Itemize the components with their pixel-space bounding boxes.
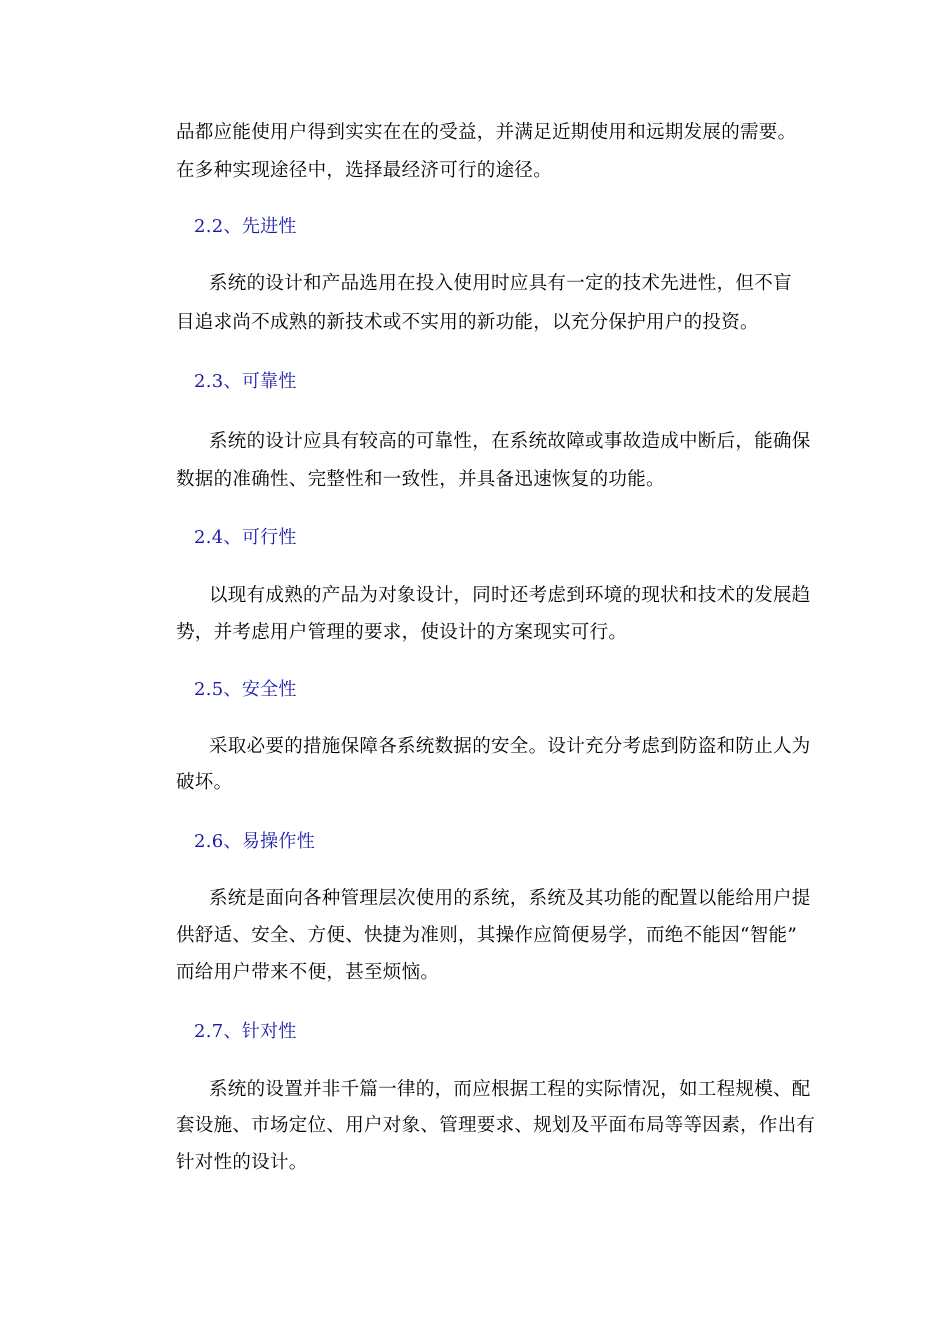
paragraph-line: 系统是面向各种管理层次使用的系统，系统及其功能的配置以能给用户提: [209, 888, 811, 909]
paragraph-line: 套设施、市场定位、用户对象、管理要求、规划及平面布局等等因素，作出有: [176, 1115, 816, 1136]
intro-line-1: 品都应能使用户得到实实在在的受益，并满足近期使用和远期发展的需要。: [176, 122, 797, 143]
section-heading-2-4: 2.4、可行性: [194, 527, 297, 548]
paragraph-line: 而给用户带来不便，甚至烦恼。: [176, 962, 440, 983]
paragraph-line: 目追求尚不成熟的新技术或不实用的新功能，以充分保护用户的投资。: [176, 312, 759, 333]
section-heading-2-5: 2.5、安全性: [194, 679, 297, 700]
paragraph-line: 破坏。: [176, 772, 233, 793]
paragraph-line: 以现有成熟的产品为对象设计，同时还考虑到环境的现状和技术的发展趋: [209, 585, 811, 606]
paragraph-line: 系统的设计和产品选用在投入使用时应具有一定的技术先进性，但不盲: [209, 273, 792, 294]
section-heading-2-2: 2.2、先进性: [194, 216, 297, 237]
section-heading-2-7: 2.7、针对性: [194, 1021, 297, 1042]
paragraph-line: 势，并考虑用户管理的要求，使设计的方案现实可行。: [176, 622, 628, 643]
paragraph-line: 采取必要的措施保障各系统数据的安全。设计充分考虑到防盗和防止人为: [209, 736, 811, 757]
paragraph-line: 供舒适、安全、方便、快捷为准则，其操作应简便易学，而绝不能因“智能”: [176, 925, 798, 946]
intro-line-2: 在多种实现途径中，选择最经济可行的途径。: [176, 160, 553, 181]
section-heading-2-6: 2.6、易操作性: [194, 831, 316, 852]
paragraph-line: 数据的准确性、完整性和一致性，并具备迅速恢复的功能。: [176, 469, 665, 490]
paragraph-line: 系统的设计应具有较高的可靠性，在系统故障或事故造成中断后，能确保: [209, 431, 811, 452]
paragraph-line: 针对性的设计。: [176, 1152, 308, 1173]
paragraph-line: 系统的设置并非千篇一律的，而应根据工程的实际情况，如工程规模、配: [209, 1079, 811, 1100]
section-heading-2-3: 2.3、可靠性: [194, 371, 297, 392]
